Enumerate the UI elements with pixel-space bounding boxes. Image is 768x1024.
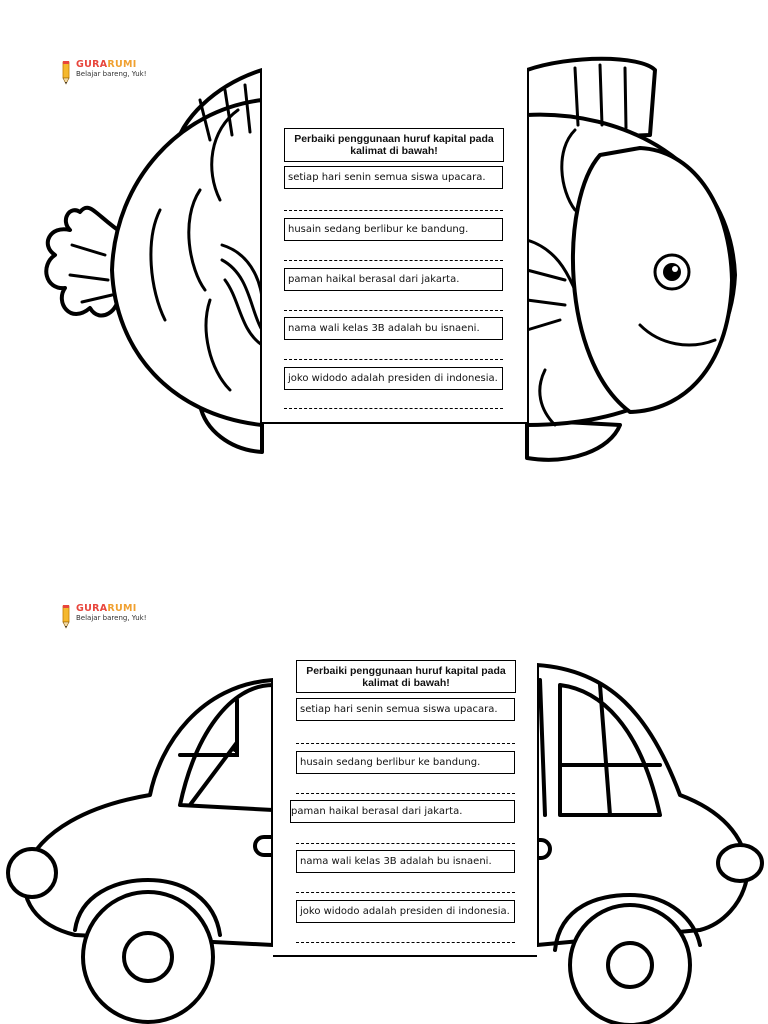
sentence-5: joko widodo adalah presiden di indonesia. xyxy=(296,900,515,923)
fish-face xyxy=(573,148,732,412)
answer-line-3[interactable] xyxy=(284,310,503,311)
sentence-1: setiap hari senin semua siswa upacara. xyxy=(284,166,503,189)
worksheet-title: Perbaiki penggunaan huruf kapital pada kalimat di bawah! xyxy=(296,660,516,693)
worksheet-bottom-line xyxy=(262,422,527,424)
sentence-2: husain sedang berlibur ke bandung. xyxy=(296,751,515,774)
worksheet-fish xyxy=(262,62,527,424)
answer-line-2[interactable] xyxy=(296,793,515,794)
logo-brand: GURARUMI xyxy=(76,59,137,70)
answer-line-4[interactable] xyxy=(284,359,503,360)
fish-eye xyxy=(655,255,689,289)
worksheet-bottom-line xyxy=(273,955,537,957)
pencil-icon xyxy=(60,604,72,630)
fish-body-left xyxy=(112,100,262,425)
worksheet-title: Perbaiki penggunaan huruf kapital pada kalimat di bawah! xyxy=(284,128,504,162)
car-light-left xyxy=(8,849,56,897)
answer-line-1[interactable] xyxy=(296,743,515,744)
car-wheel-right xyxy=(570,905,690,1024)
logo-bottom xyxy=(60,604,147,630)
logo-tagline: Belajar bareng, Yuk! xyxy=(76,614,147,622)
sentence-1: setiap hari senin semua siswa upacara. xyxy=(296,698,515,721)
sentence-4: nama wali kelas 3B adalah bu isnaeni. xyxy=(296,850,515,873)
worksheet-car xyxy=(273,660,537,958)
answer-line-2[interactable] xyxy=(284,260,503,261)
sentence-4: nama wali kelas 3B adalah bu isnaeni. xyxy=(284,317,503,340)
answer-line-5[interactable] xyxy=(296,942,515,943)
answer-line-4[interactable] xyxy=(296,892,515,893)
sentence-3: paman haikal berasal dari jakarta. xyxy=(284,268,503,291)
logo-tagline: Belajar bareng, Yuk! xyxy=(76,70,147,78)
answer-line-3[interactable] xyxy=(296,843,515,844)
car-wheel-left xyxy=(83,892,213,1022)
sentence-2: husain sedang berlibur ke bandung. xyxy=(284,218,503,241)
answer-line-5[interactable] xyxy=(284,408,503,409)
answer-line-1[interactable] xyxy=(284,210,503,211)
car-light-right xyxy=(718,845,762,881)
logo-brand: GURARUMI xyxy=(76,603,137,614)
sentence-5: joko widodo adalah presiden di indonesia. xyxy=(284,367,503,390)
sentence-3: paman haikal berasal dari jakarta. xyxy=(290,800,515,823)
